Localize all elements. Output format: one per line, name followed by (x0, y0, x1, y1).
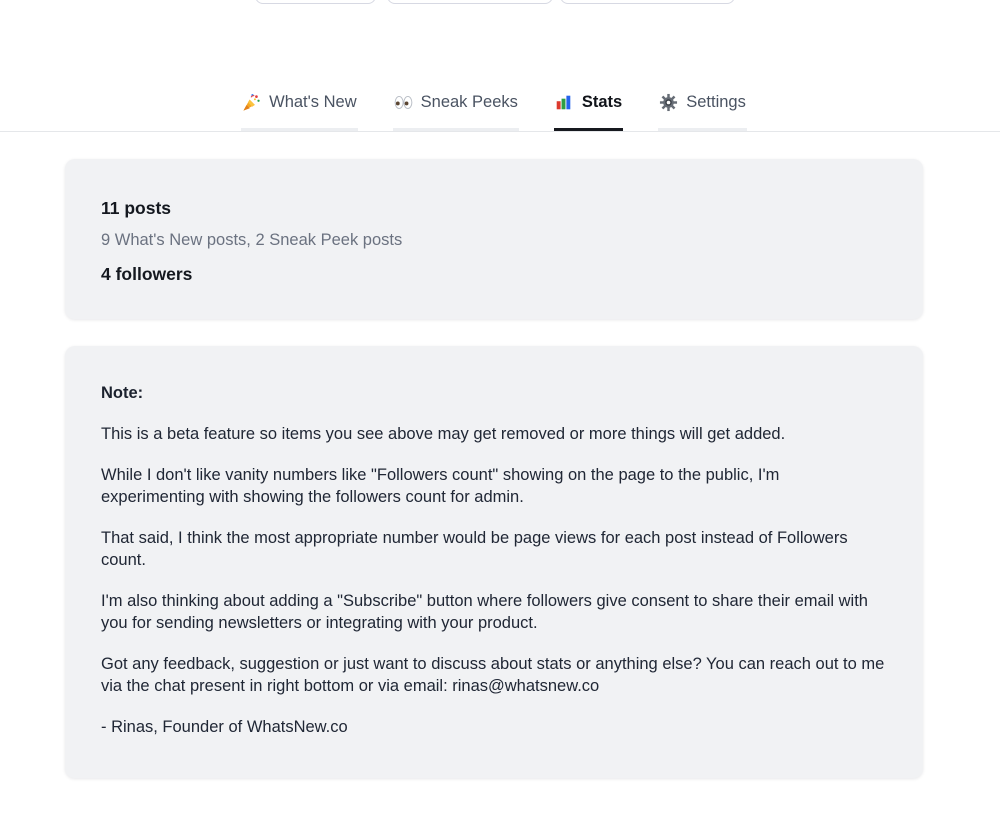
note-paragraph: That said, I think the most appropriate number would be page views for each post instead of Followers count. (101, 528, 848, 569)
posts-count: 11 posts (101, 198, 172, 218)
eyes-icon (394, 93, 413, 112)
tab-label: Stats (581, 93, 623, 111)
tab-bar (0, 0, 1000, 132)
note-heading: Note: (101, 384, 144, 402)
main-content (65, 159, 923, 778)
gear-icon (659, 93, 678, 112)
note-paragraph: I'm also thinking about adding a "Subscribe" button where followers give consent to share their email with you for sending newsletters or integrating with your product. (101, 591, 868, 632)
note-signature: - Rinas, Founder of WhatsNew.co (101, 717, 348, 736)
cutoff-button-2[interactable] (387, 0, 553, 4)
followers-count: 4 followers (101, 264, 193, 284)
note-body (101, 423, 887, 738)
tab-label: What's New (269, 93, 357, 111)
tab-sneak-peeks[interactable] (393, 90, 519, 131)
cutoff-button-3[interactable] (560, 0, 735, 4)
note-paragraph: While I don't like vanity numbers like "Followers count" showing on the page to the public, I'm experimenting with showing the followers count for admin. (101, 465, 780, 506)
note-paragraph: This is a beta feature so items you see above may get removed or more things will get added. (101, 425, 786, 443)
tab-settings[interactable] (658, 90, 747, 131)
tab-whats-new[interactable] (241, 90, 358, 131)
top-cutoff-buttons (0, 0, 1000, 6)
tab-label: Settings (686, 93, 746, 111)
bar-chart-icon (555, 93, 574, 112)
note-paragraph: Got any feedback, suggestion or just want to discuss about stats or anything else? You can reach out to me via the chat present in right bottom or via email: rinas@whatsnew.co (101, 654, 885, 695)
party-popper-icon (242, 93, 261, 112)
tab-label: Sneak Peeks (420, 93, 518, 111)
posts-breakdown: 9 What's New posts, 2 Sneak Peek posts (101, 231, 403, 249)
cutoff-button-1[interactable] (255, 0, 376, 4)
stats-summary-card (65, 159, 923, 319)
tab-stats[interactable] (554, 90, 623, 131)
note-card (65, 346, 923, 778)
